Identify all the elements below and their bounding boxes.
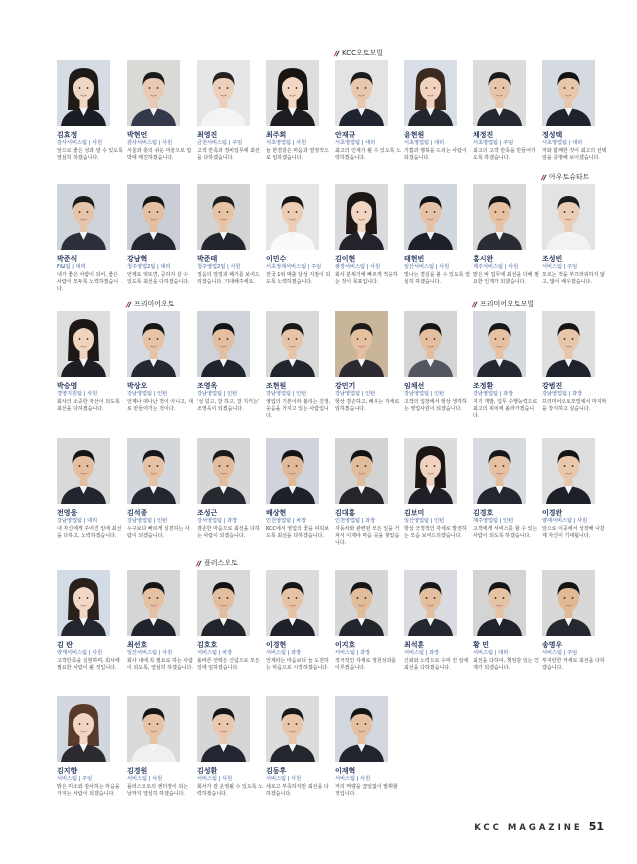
staff-name: 이경완 (542, 509, 563, 517)
staff-name: 조성빈 (542, 255, 563, 263)
staff-department: 강남영업팀 | 과장 (542, 391, 583, 397)
staff-department: 경영지원팀 | 사원 (57, 391, 98, 397)
staff-comment: 항상 겸손하고, 배우는 자세로 임하겠습니다. (335, 399, 400, 413)
staff-comment: 플러스오토의 센터장이 되는 날까지 열심히 하겠습니다. (127, 784, 189, 798)
staff-department: 강남영업팀 | 인턴 (404, 391, 445, 397)
staff-name: 채정진 (473, 131, 494, 139)
staff-comment: 최선을 다하여, 책임감 있는 인재가 되겠습니다. (473, 658, 539, 672)
portrait-photo (473, 184, 526, 250)
staff-photo (404, 570, 457, 636)
portrait-photo (335, 570, 388, 636)
staff-photo (57, 60, 110, 126)
staff-comment: 언제나 떠나난 것이 아니고, 새로 만들어가는 것이다. (127, 399, 193, 413)
staff-department: 감사서비스팀 | 사원 (57, 140, 103, 146)
portrait-photo (127, 184, 180, 250)
portrait-photo (266, 696, 319, 762)
staff-comment: 영업의 기본이라 불리는 진정, 웃음을 가지고 있는 사람입니다. (266, 399, 331, 420)
staff-comment: 정음의 열정과 패기를 보여드리겠습니다. 기대해주세요. (197, 272, 260, 286)
staff-name: 박승영 (57, 382, 78, 390)
staff-department: 서초영업팀 | 주임 (473, 140, 514, 146)
staff-name: 황 민 (473, 641, 489, 649)
portrait-photo (404, 184, 457, 250)
staff-name: 이재혁 (335, 767, 356, 775)
portrait-photo (404, 438, 457, 504)
staff-department: 강서영업팀 | 과장 (197, 518, 238, 524)
staff-photo (197, 438, 250, 504)
staff-department: 서비스팀 | 주임 (57, 776, 93, 782)
portrait-photo (57, 311, 110, 377)
staff-comment: 저의 역량을 끊임없이 발휘할 것입니다. (335, 784, 398, 798)
staff-comment: KCC에서 영업의 꽃을 피워보도록 최선을 다하겠습니다. (266, 526, 330, 540)
kcc-logo-icon (471, 301, 478, 308)
staff-photo (127, 438, 180, 504)
staff-department: 서비스팀 | 사원 (197, 776, 233, 782)
staff-name: 박준태 (197, 255, 218, 263)
staff-photo (335, 60, 388, 126)
affiliate-badge (125, 299, 175, 309)
staff-department: 일산서비스팀 | 사원 (404, 264, 450, 270)
staff-name: 김호호 (197, 641, 218, 649)
staff-name: 안재규 (335, 131, 356, 139)
affiliate-badge-label: 프리미어오토모빌 (480, 300, 535, 308)
staff-comment: 언제라는 마음보다 늘 도전하는 마음으로 시작하겠습니다. (266, 658, 329, 672)
staff-photo (404, 438, 457, 504)
staff-photo (404, 184, 457, 250)
staff-comment: 기쁨과 행복을 드리는 사람이 되겠습니다. (404, 148, 467, 162)
staff-name: 김 란 (57, 641, 73, 649)
staff-department: 강남영업팀 | 인턴 (335, 391, 376, 397)
staff-comment: 고객만족을 실현하며, 회사에 필요한 사람이 될 것입니다. (57, 658, 120, 672)
staff-photo (127, 311, 180, 377)
portrait-photo (266, 60, 319, 126)
staff-photo (335, 184, 388, 250)
staff-photo (266, 570, 319, 636)
portrait-photo (127, 438, 180, 504)
portrait-photo (197, 696, 250, 762)
staff-photo (335, 438, 388, 504)
staff-photo (57, 311, 110, 377)
staff-photo (335, 311, 388, 377)
staff-photo (197, 696, 250, 762)
staff-photo (473, 438, 526, 504)
staff-photo (473, 570, 526, 636)
staff-photo (542, 60, 595, 126)
staff-comment: 새로고 부족하지만 최선을 다하겠습니다. (266, 784, 329, 798)
staff-comment: 겸손한 마음으로 최선을 다하는 사람이 되겠습니다. (197, 526, 260, 540)
staff-comment: 부지런한 자세로 최선을 다하겠습니다. (542, 658, 605, 672)
portrait-photo (335, 696, 388, 762)
portrait-photo (197, 311, 250, 377)
staff-photo (335, 570, 388, 636)
staff-photo (335, 696, 388, 762)
portrait-photo (473, 570, 526, 636)
portrait-photo (127, 311, 180, 377)
staff-name: 이경현 (266, 641, 287, 649)
staff-comment: 지기 개발, 업무 수행능력으로 최고의 위치에 올라가겠습니다. (473, 399, 538, 420)
portrait-photo (473, 311, 526, 377)
staff-name: 김효정 (57, 131, 78, 139)
staff-photo (266, 311, 319, 377)
staff-name: 강범진 (542, 382, 563, 390)
staff-photo (404, 311, 457, 377)
staff-comment: 고객 만족과 정비업무에 최선을 다하겠습니다. (197, 148, 260, 162)
staff-comment: 빛나는 결실을 볼 수 있도록 열심히 하겠습니다. (404, 272, 470, 286)
staff-department: 서초영업팀 | 대리 (542, 140, 583, 146)
portrait-photo (542, 570, 595, 636)
staff-name: 조정환 (473, 382, 494, 390)
staff-name: 김대홍 (335, 509, 356, 517)
portrait-photo (266, 438, 319, 504)
portrait-photo (197, 60, 250, 126)
staff-department: 일산서비스팀 | 사원 (127, 650, 173, 656)
staff-comment: 내가 좋은 사람이 되어, 좋은 사람이 모두록 노력하겠습니다. (57, 272, 119, 293)
staff-department: 서초영업팀 | 사원 (266, 140, 307, 146)
staff-photo (266, 184, 319, 250)
staff-name: 박상오 (127, 382, 148, 390)
staff-comment: '성 덜고, 잘 하고, 잘 지키는' 조영욱이 되겠습니다. (197, 399, 260, 413)
portrait-photo (127, 570, 180, 636)
staff-photo (127, 696, 180, 762)
staff-photo (266, 696, 319, 762)
portrait-photo (542, 184, 595, 250)
affiliate-badge-label: 프리미어오토 (134, 300, 175, 308)
staff-department: 강남영업팀 | 인턴 (197, 391, 238, 397)
portrait-photo (127, 60, 180, 126)
staff-comment: 전국 1위 매출 달성 지점이 되도록 노력하겠습니다. (266, 272, 331, 286)
portrait-photo (57, 438, 110, 504)
staff-photo (127, 184, 180, 250)
staff-comment: 최고의 고객 만족을 만들어가도록 하겠습니다. (473, 148, 536, 162)
kcc-logo-icon (333, 50, 340, 57)
affiliate-badge-label: 아우토슈타트 (549, 173, 590, 181)
staff-name: 최영진 (197, 131, 218, 139)
staff-name: 태현빈 (404, 255, 425, 263)
staff-comment: 고객에게 서비스를 할 수 있는 사람이 되도록 하겠습니다. (473, 526, 538, 540)
staff-photo (197, 570, 250, 636)
staff-comment: 항상 긍정적인 자세로 발전하는 모습 보여드리겠습니다. (404, 526, 467, 540)
staff-comment: 회사가 잘 운영될 수 있도록 노력하겠습니다. (197, 784, 263, 798)
portrait-photo (473, 438, 526, 504)
portrait-photo (404, 570, 457, 636)
staff-department: 제주영업팀 | 인턴 (473, 518, 514, 524)
staff-photo (542, 311, 595, 377)
staff-department: 양재서비스팀 | 사원 (57, 650, 103, 656)
staff-department: 인천영업팀 | 차장 (266, 518, 307, 524)
affiliate-badge (471, 299, 534, 309)
staff-department: 금천서비스팀 | 주임 (197, 140, 243, 146)
staff-name: 김성환 (197, 767, 218, 775)
affiliate-badge-label: KCC오토모빌 (342, 49, 384, 57)
portrait-photo (57, 696, 110, 762)
staff-comment: 자동차와 관련된 모든 일을 거쳐서 이제야 마음 곳을 찾았습니다. (335, 526, 400, 547)
staff-comment: 밝은 미소와 감사하는 마음을 가지는 사람이 되겠습니다. (57, 784, 120, 798)
staff-name: 조영욱 (197, 382, 218, 390)
portrait-photo (57, 570, 110, 636)
staff-department: 인천영업팀 | 과장 (335, 518, 376, 524)
staff-department: 강남영업팀 | 인턴 (127, 391, 168, 397)
staff-name: 이민수 (266, 255, 287, 263)
staff-department: 서비스팀 | 사원 (335, 776, 371, 782)
staff-department: 서비스팀 | 사원 (266, 776, 302, 782)
staff-comment: 언제요 멋또면, 공하지 살 수 있도록 최선을 다하겠습니다. (127, 272, 190, 286)
portrait-photo (335, 311, 388, 377)
staff-name: 강민기 (335, 382, 356, 390)
portrait-photo (473, 60, 526, 126)
page-footer (474, 820, 604, 833)
staff-name: 박현언 (127, 131, 148, 139)
staff-department: 서비스팀 | 사원 (127, 776, 163, 782)
staff-comment: 내 자신에게 주어진 일에 최선을 다하고, 노력하겠습니다. (57, 526, 122, 540)
staff-comment: 맡은 바 업무에 최선을 다해 필요한 인재가 되겠습니다. (473, 272, 539, 286)
portrait-photo (197, 438, 250, 504)
portrait-photo (266, 570, 319, 636)
portrait-photo (266, 184, 319, 250)
portrait-photo (542, 438, 595, 504)
staff-photo (266, 438, 319, 504)
portrait-photo (404, 311, 457, 377)
portrait-photo (266, 311, 319, 377)
staff-department: 청주영업2팀 | 사원 (197, 264, 241, 270)
staff-department: 서초영업팀 | 대리 (335, 140, 376, 146)
staff-name: 강남혁 (127, 255, 148, 263)
staff-photo (473, 311, 526, 377)
staff-comment: 프리미어오토모빌에서 마지막을 장식하고 싶습니다. (542, 399, 607, 413)
staff-comment: 최고의 인재가 될 수 있도록 노력하겠습니다. (335, 148, 401, 162)
staff-comment: 앞으로 좋은 성과 낼 수 있도록 열심히 하겠습니다. (57, 148, 123, 162)
staff-name: 이지호 (335, 641, 356, 649)
staff-photo (404, 60, 457, 126)
staff-comment: 올바른 선택은 신념으로 모든 일에 임하겠습니다. (197, 658, 260, 672)
staff-name: 김이현 (335, 255, 356, 263)
kcc-logo-icon (195, 560, 202, 567)
staff-department: F&I팀 | 대리 (57, 264, 86, 270)
page-number: 51 (588, 820, 604, 833)
portrait-photo (57, 184, 110, 250)
staff-name: 김동후 (266, 767, 287, 775)
staff-photo (57, 570, 110, 636)
staff-name: 조현원 (266, 382, 287, 390)
staff-name: 최석훈 (404, 641, 425, 649)
staff-department: 제주서비스팀 | 사원 (473, 264, 519, 270)
kcc-logo-icon (540, 174, 547, 181)
staff-photo (197, 60, 250, 126)
staff-photo (57, 438, 110, 504)
portrait-photo (335, 184, 388, 250)
staff-department: 일산영업팀 | 인턴 (404, 518, 445, 524)
staff-department: 서비스팀 | 주임 (542, 650, 578, 656)
staff-comment: 회사 분위기에 빠르게 적응하는 것이 목표입니다. (335, 272, 398, 286)
staff-photo (127, 570, 180, 636)
staff-name: 김석종 (127, 509, 148, 517)
staff-name: 정성택 (542, 131, 563, 139)
staff-department: 청주영업2팀 | 대리 (127, 264, 171, 270)
staff-photo (542, 570, 595, 636)
portrait-photo (57, 60, 110, 126)
staff-photo (127, 60, 180, 126)
staff-photo (542, 438, 595, 504)
staff-photo (197, 311, 250, 377)
staff-photo (57, 184, 110, 250)
kcc-logo-icon (125, 301, 132, 308)
staff-photo (57, 696, 110, 762)
staff-photo (473, 60, 526, 126)
affiliate-badge-label: 플러스오토 (204, 559, 238, 567)
portrait-photo (542, 60, 595, 126)
staff-department: 강남영업팀 | 대리 (57, 518, 98, 524)
staff-department: 광장서비스팀 | 사원 (335, 264, 381, 270)
staff-department: 강남영업팀 | 과장 (473, 391, 514, 397)
staff-comment: 서울과 충의 쉬운 미술으로 압박에 매진하겠습니다. (127, 148, 192, 162)
staff-department: 서초영업팀 | 대리 (404, 140, 445, 146)
staff-comment: 회사 내에 꼭 필요로 하는 사람이 되도록, 열심히 하겠습니다. (127, 658, 193, 672)
staff-comment: 적극적인 자세로 정원성과를 이루겠습니다. (335, 658, 397, 672)
staff-comment: 회사의 소중한 자산이 되도록 최선을 다하겠습니다. (57, 399, 120, 413)
staff-name: 김지향 (57, 767, 78, 775)
staff-comment: 앞으로 이곳에서 성장해 나갈 제 자신이 기대됩니다. (542, 526, 605, 540)
staff-photo (266, 60, 319, 126)
staff-comment: 누구보다 빠르게 실천하는 사람이 되겠습니다. (127, 526, 190, 540)
staff-photo (473, 184, 526, 250)
staff-name: 조성근 (197, 509, 218, 517)
portrait-photo (404, 60, 457, 126)
portrait-photo (335, 438, 388, 504)
staff-department: 서비스팀 | 과장 (266, 650, 302, 656)
staff-name: 김경호 (473, 509, 494, 517)
staff-department: 서비스팀 | 과장 (335, 650, 371, 656)
staff-department: 서비스팀 | 차장 (197, 650, 233, 656)
portrait-photo (335, 60, 388, 126)
staff-name: 최주희 (266, 131, 287, 139)
staff-comment: 신뢰와 노력으로 수익 진 일에 최선을 다하겠습니다. (404, 658, 469, 672)
portrait-photo (542, 311, 595, 377)
staff-photo (542, 184, 595, 250)
staff-name: 윤현원 (404, 131, 425, 139)
staff-photo (197, 184, 250, 250)
affiliate-badge (540, 172, 590, 182)
staff-name: 전영웅 (57, 509, 78, 517)
staff-comment: 모르는 것을 부끄러워하지 않고, 많이 배우겠습니다. (542, 272, 605, 286)
magazine-name: KCC MAGAZINE (474, 823, 583, 833)
portrait-photo (197, 184, 250, 250)
staff-comment: 늘 한결같은 마음과 열정적으로 임하겠습니다. (266, 148, 329, 162)
staff-comment: 저와 함께한 것이 최고의 선택임을 증명해 보이겠습니다. (542, 148, 607, 162)
portrait-photo (127, 696, 180, 762)
staff-name: 임채선 (404, 382, 425, 390)
staff-name: 박준식 (57, 255, 78, 263)
staff-department: 양재서비스팀 | 사원 (542, 518, 588, 524)
staff-name: 김경원 (127, 767, 148, 775)
staff-department: 서비스팀 | 주임 (542, 264, 578, 270)
affiliate-badge (333, 48, 383, 58)
staff-department: 강남영업팀 | 인턴 (266, 391, 307, 397)
staff-department: 서비스팀 | 대리 (473, 650, 509, 656)
staff-department: 서초정재서비스팀 | 주임 (266, 264, 322, 270)
staff-name: 최선호 (127, 641, 148, 649)
staff-name: 홍시완 (473, 255, 494, 263)
staff-department: 서비스팀 | 과장 (404, 650, 440, 656)
staff-name: 송명우 (542, 641, 563, 649)
affiliate-badge (195, 558, 238, 568)
staff-comment: 고객의 입장에서 항상 생각하는 영업사원이 되겠습니다. (404, 399, 467, 413)
staff-name: 김보미 (404, 509, 425, 517)
staff-department: 강남영업팀 | 인턴 (127, 518, 168, 524)
staff-name: 배상현 (266, 509, 287, 517)
staff-department: 감사서비스팀 | 사원 (127, 140, 173, 146)
portrait-photo (197, 570, 250, 636)
